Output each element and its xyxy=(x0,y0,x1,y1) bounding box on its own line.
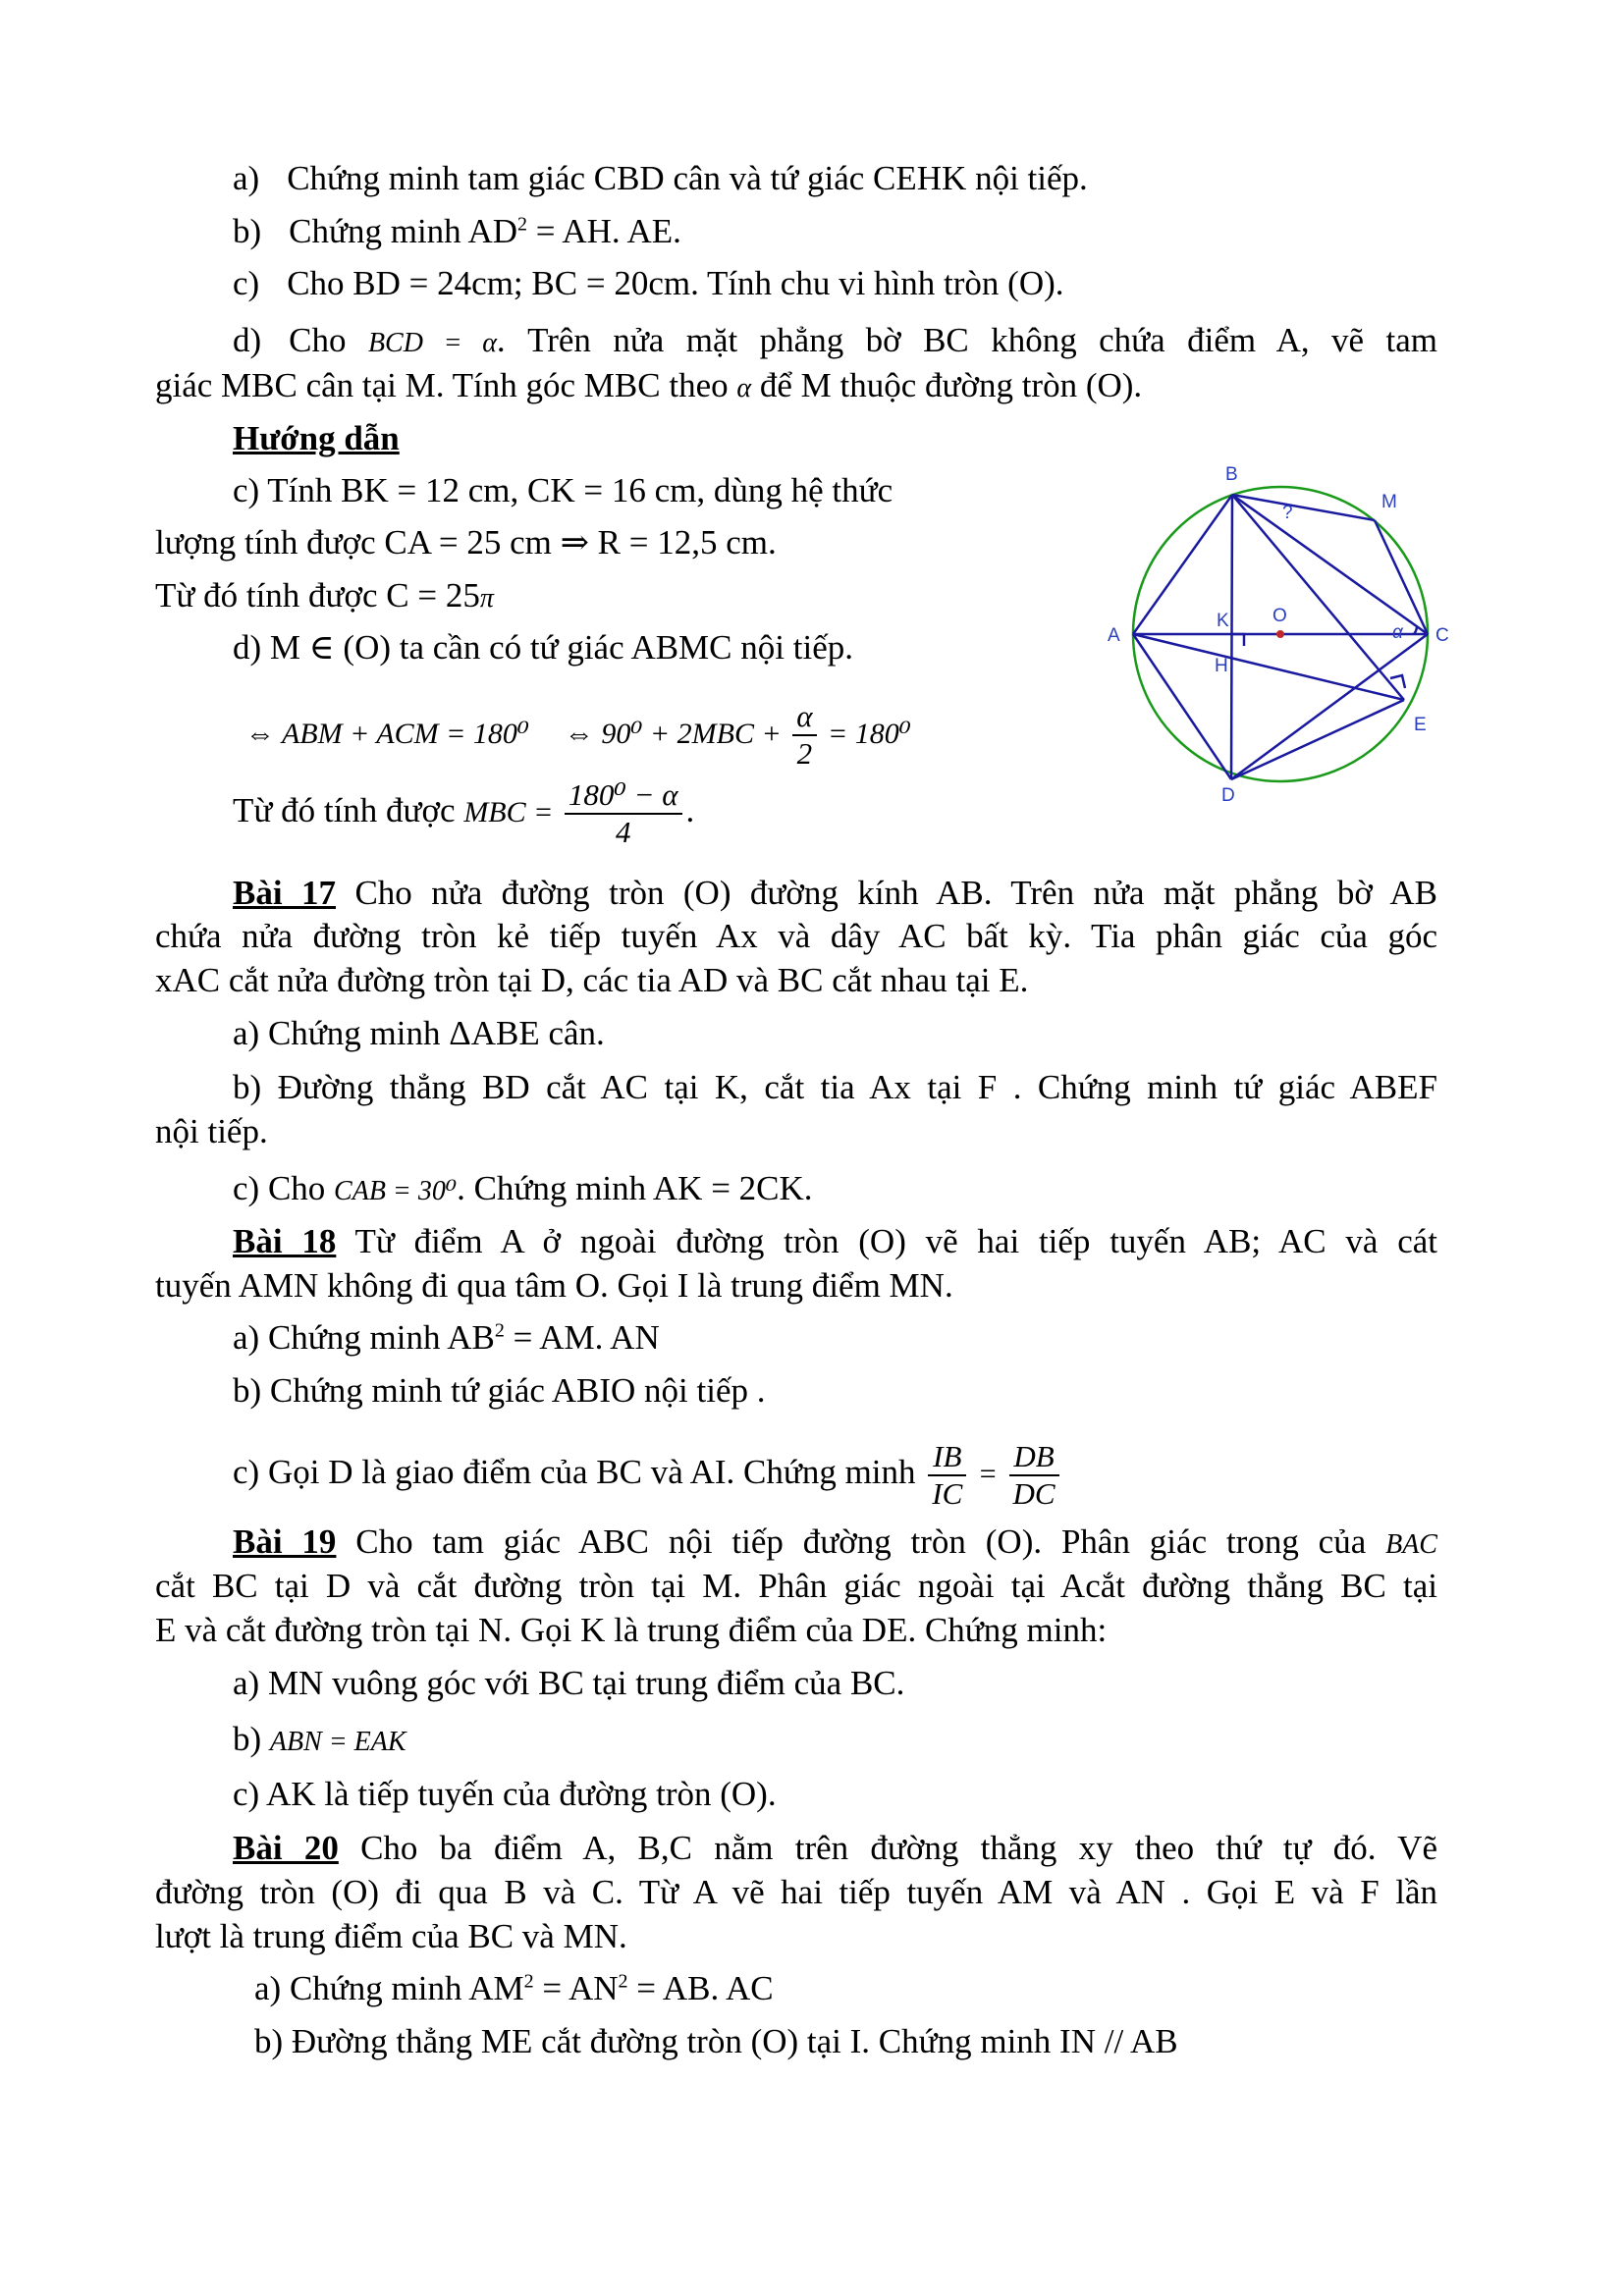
b19-c: c) AK là tiếp tuyến của đường tròn (O). xyxy=(233,1775,777,1813)
q-c: c) Cho BD = 24cm; BC = 20cm. Tính chu vi hình tròn (O). xyxy=(233,264,1064,302)
b17-b2: nội tiếp. xyxy=(155,1112,268,1150)
b19-a: a) MN vuông góc với BC tại trung điểm của BC. xyxy=(233,1664,905,1702)
b20-b: b) Đường thẳng ME cắt đường tròn (O) tại I. Chứng minh IN // AB xyxy=(254,2022,1178,2060)
b18-c: c) Gọi D là giao điểm của BC và AI. Chứng minh $\frac{IB}{IC}$ = $\frac{DB}{DC}$ xyxy=(233,1439,1063,1512)
b19-line1: Bài 19 Cho tam giác ABC nội tiếp đường tròn (O). Phân giác trong của BAC xyxy=(233,1522,1437,1561)
b20-a: a) Chứng minh $AM^2 = AN^2$ = AB. AC xyxy=(254,1969,774,2007)
b20-line2: đường tròn (O) đi qua B và C. Từ A vẽ hai tiếp tuyến AM và AN . Gọi E và F lần xyxy=(155,1873,1437,1911)
label-m: M xyxy=(1381,492,1397,512)
guide-c2: lượng tính được CA = 25 cm ⇒ R = 12,5 cm. xyxy=(155,523,777,561)
center-point xyxy=(1276,630,1284,638)
b17-a: a) Chứng minh ΔABE cân. xyxy=(233,1014,605,1052)
label-a: A xyxy=(1108,625,1120,646)
b17-line3: xAC cắt nửa đường tròn tại D, các tia AD và BC cắt nhau tại E. xyxy=(155,961,1029,999)
q-b: b) Chứng minh $AD^2$ = AH. AE. xyxy=(233,212,681,250)
b19-line2: cắt BC tại D và cắt đường tròn tại M. Phân giác ngoài tại Acắt đường thẳng BC tại xyxy=(155,1567,1437,1605)
label-b: B xyxy=(1225,464,1238,485)
label-h: H xyxy=(1215,656,1228,676)
b18-line1: Bài 18 Từ điểm A ở ngoài đường tròn (O) vẽ hai tiếp tuyến AB; AC và cát xyxy=(233,1222,1437,1260)
q-a: a) Chứng minh tam giác CBD cân và tứ giác CEHK nội tiếp. xyxy=(233,159,1088,197)
b19-b: b) ABN = EAK xyxy=(233,1720,406,1758)
label-c: C xyxy=(1435,625,1449,646)
guide-c1: c) Tính BK = 12 cm, CK = 16 cm, dùng hệ thức xyxy=(233,471,893,509)
guide-result: Từ đó tính được MBC = $\frac{\text{180⁰ − α}}{4}$ . xyxy=(233,777,695,849)
label-d: D xyxy=(1221,785,1235,806)
label-question: ? xyxy=(1282,503,1293,523)
label-o: O xyxy=(1272,606,1287,626)
label-alpha: α xyxy=(1392,622,1403,643)
b17-b1: b) Đường thẳng BD cắt AC tại K, cắt tia Ax tại F . Chứng minh tứ giác ABEF xyxy=(233,1068,1437,1106)
b20-line3: lượt là trung điểm của BC và MN. xyxy=(155,1917,627,1955)
geometry-figure xyxy=(1090,456,1449,810)
q-d-line1: d) Cho BCD = α. Trên nửa mặt phẳng bờ BC không chứa điểm A, vẽ tam xyxy=(233,321,1437,359)
b20-line1: Bài 20 Cho ba điểm A, B,C nằm trên đường thẳng xy theo thứ tự đó. Vẽ xyxy=(233,1829,1437,1867)
b18-line2: tuyến AMN không đi qua tâm O. Gọi I là trung điểm MN. xyxy=(155,1266,953,1305)
q-d-line2: giác MBC cân tại M. Tính góc MBC theo α để M thuộc đường tròn (O). xyxy=(155,366,1143,404)
b18-b: b) Chứng minh tứ giác ABIO nội tiếp . xyxy=(233,1371,766,1410)
guide-d1: d) M ∈ (O) ta cần có tứ giác ABMC nội tiếp. xyxy=(233,628,853,667)
b17-c: c) Cho CAB = 30⁰. Chứng minh AK = 2CK. xyxy=(233,1169,813,1207)
guide-eq: ⇔ ABM + ACM = 180⁰ ⇔ 90⁰ + 2MBC + $\frac{\alpha}{2}$ = 180⁰ xyxy=(245,699,911,771)
guide-c3: Từ đó tính được C = 25π xyxy=(155,576,494,614)
b17-line1: Bài 17 Cho nửa đường tròn (O) đường kính AB. Trên nửa mặt phẳng bờ AB xyxy=(233,874,1437,912)
b18-a: a) Chứng minh $AB^2$ = AM. AN xyxy=(233,1318,660,1357)
guide-title: Hướng dẫn xyxy=(233,419,400,457)
b17-line2: chứa nửa đường tròn kẻ tiếp tuyến Ax và dây AC bất kỳ. Tia phân giác của góc xyxy=(155,917,1437,955)
b19-line3: E và cắt đường tròn tại N. Gọi K là trung điểm của DE. Chứng minh: xyxy=(155,1611,1108,1649)
label-k: K xyxy=(1217,611,1229,631)
label-e: E xyxy=(1414,715,1427,735)
